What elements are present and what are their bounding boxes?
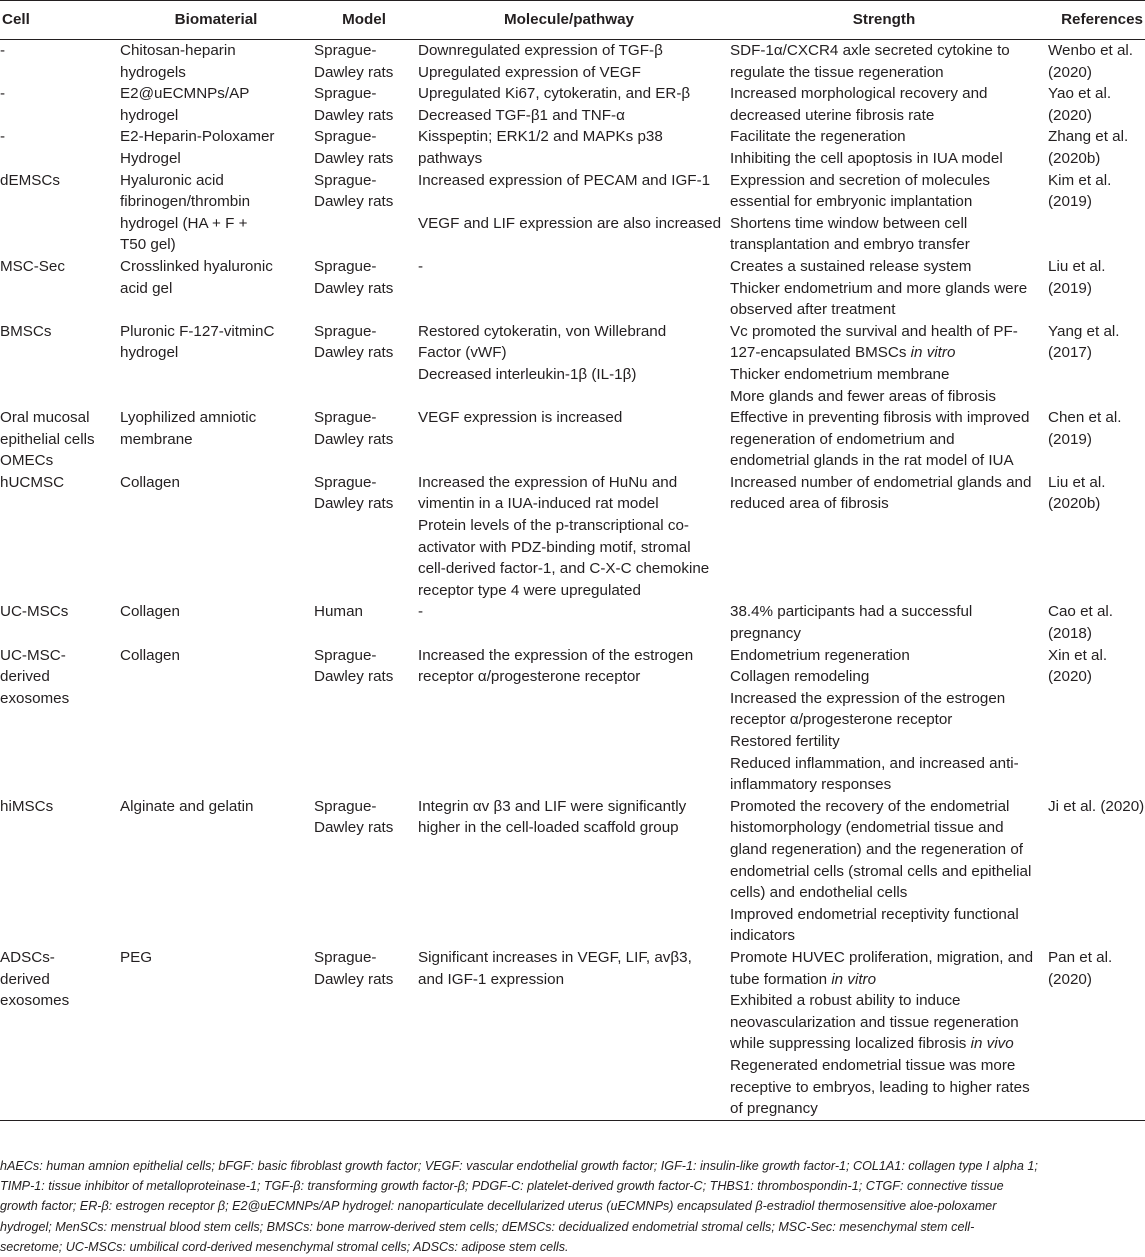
cell-line: dEMSCs — [0, 171, 60, 189]
cell-line: UC-MSCs — [0, 603, 69, 621]
cell-line: Dawley rats — [314, 430, 394, 448]
reference-value — [1044, 170, 1145, 256]
model-value — [314, 472, 414, 602]
strength-value — [724, 126, 1044, 169]
cell-line: Liu et al. — [1048, 257, 1106, 275]
molecule-value — [414, 796, 724, 947]
molecule-value — [414, 407, 724, 472]
cell-line: Cao et al. — [1048, 603, 1114, 621]
cell-line: - — [0, 85, 6, 103]
cell-value — [0, 645, 118, 796]
strength-value — [724, 170, 1044, 256]
cell-line: epithelial cells — [0, 430, 95, 448]
cell-line: membrane — [120, 430, 193, 448]
cell-line: pregnancy — [730, 625, 801, 643]
cell-line: Collagen — [120, 646, 180, 664]
cell-line: Yao et al. — [1048, 85, 1112, 103]
biomaterial-value — [118, 83, 314, 126]
footnote-line: hAECs: human amnion epithelial cells; bFGF: basic fibroblast growth factor; VEGF: vascular endothelial growth factor; IGF-1: insulin-like growth factor-1; COL1A1: collagen type I alpha 1; — [0, 1159, 1038, 1173]
cell-line: VEGF and LIF expression are also increased — [418, 214, 722, 232]
cell-line: Sprague- — [314, 646, 377, 664]
cell-line: decreased uterine fibrosis rate — [730, 106, 935, 124]
cell-line: UC-MSC- — [0, 646, 66, 664]
cell-line: hiMSCs — [0, 797, 54, 815]
cell-value — [0, 796, 118, 947]
strength-value — [724, 321, 1044, 407]
molecule-value — [414, 83, 724, 126]
cell-line: vimentin in a IUA-induced rat model — [418, 495, 659, 513]
cell-line: Sprague- — [314, 473, 377, 491]
cell-line: Exhibited a robust ability to induce — [730, 992, 961, 1010]
cell-line: Kim et al. — [1048, 171, 1112, 189]
cell-value — [0, 170, 118, 256]
cell-line: Upregulated Ki67, cytokeratin, and ER-β — [418, 85, 691, 103]
model-value — [314, 126, 414, 169]
reference-value — [1044, 40, 1145, 84]
table-row — [0, 256, 1145, 321]
cell-line: Kisspeptin; ERK1/2 and MAPKs p38 — [418, 128, 663, 146]
cell-line: - — [0, 42, 6, 59]
cell-line: tube formation in vitro — [730, 970, 877, 988]
molecule-value — [414, 947, 724, 1120]
cell-line: Increased expression of PECAM and IGF-1 — [418, 171, 711, 189]
cell-line: hydrogel — [120, 344, 179, 362]
cell-line: Restored cytokeratin, von Willebrand — [418, 322, 667, 340]
table-row — [0, 321, 1145, 407]
cell-line: Creates a sustained release system — [730, 257, 972, 275]
molecule-value — [414, 126, 724, 169]
cell-line: Sprague- — [314, 85, 377, 103]
cell-value — [0, 83, 118, 126]
reference-value — [1044, 472, 1145, 602]
cell-line: BMSCs — [0, 322, 52, 340]
cell-line: Collagen — [120, 603, 180, 621]
cell-line: Shortens time window between cell — [730, 214, 968, 232]
cell-line: Significant increases in VEGF, LIF, avβ3, — [418, 948, 692, 966]
cell-line: receptor α/progesterone receptor — [418, 668, 641, 686]
cell-line: E2-Heparin-Poloxamer — [120, 128, 275, 146]
reference-value — [1044, 601, 1145, 644]
cell-line: Wenbo et al. — [1048, 42, 1133, 59]
cell-line: regulate the tissue regeneration — [730, 63, 944, 81]
biomaterial-value — [118, 321, 314, 407]
cell-line: E2@uECMNPs/AP — [120, 85, 250, 103]
molecule-value — [414, 645, 724, 796]
strength-value — [724, 947, 1044, 1120]
cell-line: Sprague- — [314, 948, 377, 966]
cell-line: T50 gel) — [120, 236, 176, 254]
cell-line: and IGF-1 expression — [418, 970, 565, 988]
cell-value — [0, 256, 118, 321]
cell-line: Sprague- — [314, 171, 377, 189]
cell-line: Hyaluronic acid — [120, 171, 224, 189]
reference-value — [1044, 321, 1145, 407]
cell-line: Zhang et al. — [1048, 128, 1129, 146]
cell-line: Collagen remodeling — [730, 668, 870, 686]
molecule-value — [414, 40, 724, 84]
cell-line: observed after treatment — [730, 301, 896, 319]
cell-line: Regenerated endometrial tissue was more — [730, 1056, 1016, 1074]
cell-line: reduced area of fibrosis — [730, 495, 889, 513]
reference-value — [1044, 256, 1145, 321]
molecule-value — [414, 472, 724, 602]
cell-line: hydrogel — [120, 106, 179, 124]
cell-line: endometrial cells (stromal cells and epithelial — [730, 862, 1032, 880]
cell-line: receptor α/progesterone receptor — [730, 711, 953, 729]
cell-line: Alginate and gelatin — [120, 797, 254, 815]
cell-value — [0, 321, 118, 407]
cell-line: Sprague- — [314, 322, 377, 340]
cell-line: - — [0, 128, 6, 146]
model-value — [314, 407, 414, 472]
cell-line: Dawley rats — [314, 668, 394, 686]
cell-line: (2019) — [1048, 279, 1092, 297]
cell-line: - — [418, 257, 424, 275]
cell-line: Increased the expression of the estrogen — [418, 646, 694, 664]
cell-line: SDF-1α/CXCR4 axle secreted cytokine to — [730, 42, 1010, 59]
cell-line: regeneration of endometrium and — [730, 430, 955, 448]
footnote-line: TIMP-1: tissue inhibitor of metalloproteinase-1; TGF-β: transforming growth factor-β; PDGF-C: platelet-derived growth factor-C; THBS1: thrombospondin-1; CTGF: connective tissue — [0, 1179, 1004, 1194]
cell-line: Increased number of endometrial glands and — [730, 473, 1032, 491]
cell-line: endometrial glands in the rat model of IUA — [730, 452, 1014, 470]
cell-line: Dawley rats — [314, 344, 394, 362]
model-value — [314, 40, 414, 84]
cell-line: PEG — [120, 948, 153, 966]
cell-line: Lyophilized amniotic — [120, 409, 257, 427]
cell-line: (2019) — [1048, 430, 1092, 448]
cell-line: Integrin αv β3 and LIF were significantly — [418, 797, 687, 815]
cell-line: Expression and secretion of molecules — [730, 171, 991, 189]
cell-line: OMECs — [0, 452, 54, 470]
reference-value — [1044, 126, 1145, 169]
cell-value — [0, 472, 118, 602]
biomaterial-value — [118, 645, 314, 796]
cell-line — [418, 191, 720, 213]
cell-line: Increased the expression of HuNu and — [418, 473, 678, 491]
cell-line: Yang et al. — [1048, 322, 1120, 340]
strength-value — [724, 645, 1044, 796]
cell-line: Protein levels of the p-transcriptional co- — [418, 517, 689, 535]
cell-value — [0, 40, 118, 84]
cell-line: Chitosan-heparin — [120, 42, 236, 59]
model-value — [314, 170, 414, 256]
biomaterial-value — [118, 796, 314, 947]
model-value — [314, 256, 414, 321]
cell-line: Oral mucosal — [0, 409, 90, 427]
biomaterial-value — [118, 40, 314, 84]
header-strength: Strength — [724, 1, 1044, 40]
cell-line: 38.4% participants had a successful — [730, 603, 973, 621]
cell-line: Dawley rats — [314, 193, 394, 211]
molecule-value — [414, 601, 724, 644]
cell-line: neovascularization and tissue regeneration — [730, 1013, 1019, 1031]
strength-value — [724, 796, 1044, 947]
cell-line: Restored fertility — [730, 733, 840, 750]
table-body — [0, 40, 1145, 1121]
header-biomaterial: Biomaterial — [118, 1, 314, 40]
cell-line: fibrinogen/thrombin — [120, 193, 251, 211]
strength-value — [724, 40, 1044, 84]
cell-line: Upregulated expression of VEGF — [418, 63, 641, 81]
molecule-value — [414, 256, 724, 321]
cell-line: gland regeneration) and the regeneration of — [730, 840, 1023, 858]
cell-line: Xin et al. — [1048, 646, 1108, 664]
cell-line: (2020b) — [1048, 495, 1101, 513]
cell-line: Sprague- — [314, 257, 377, 275]
cell-line: hydrogel (HA + F + — [120, 214, 248, 232]
model-value — [314, 645, 414, 796]
footnote-line: secretome; UC-MSCs: umbilical cord-derived mesenchymal stromal cells; ADSCs: adipose stem cells. — [0, 1239, 569, 1254]
cell-line: Sprague- — [314, 128, 377, 146]
cell-line: Sprague- — [314, 409, 377, 427]
cell-line: Increased morphological recovery and — [730, 85, 988, 103]
model-value — [314, 601, 414, 644]
cell-line: (2020) — [1048, 63, 1092, 81]
table-header-row — [0, 1, 1145, 40]
cell-line: Crosslinked hyaluronic — [120, 257, 273, 275]
cell-line: Pluronic F-127-vitminC — [120, 322, 275, 340]
cell-line: MSC-Sec — [0, 257, 65, 275]
cell-line: Dawley rats — [314, 106, 394, 124]
cell-line: Dawley rats — [314, 970, 394, 988]
cell-value — [0, 126, 118, 169]
cell-line: (2020) — [1048, 970, 1092, 988]
cell-line: derived — [0, 970, 50, 988]
model-value — [314, 947, 414, 1120]
table-row — [0, 947, 1145, 1120]
cell-line: (2020b) — [1048, 149, 1101, 167]
cell-line: Ji et al. (2020) — [1048, 797, 1145, 815]
cell-line: inflammatory responses — [730, 776, 892, 794]
cell-line: (2017) — [1048, 344, 1092, 362]
footnote-line: hydrogel; MenSCs: menstrual blood stem cells; BMSCs: bone marrow-derived stem cells; dEMSCs: decidualized endometrial stromal cells; MSC-Sec: mesenchymal stem cell- — [0, 1219, 975, 1234]
cell-line: Collagen — [120, 473, 180, 491]
cell-line: exosomes — [0, 689, 70, 707]
cell-line: (2018) — [1048, 625, 1092, 643]
cell-line: Promoted the recovery of the endometrial — [730, 797, 1010, 815]
cell-line: Reduced inflammation, and increased anti- — [730, 754, 1019, 772]
table-row — [0, 601, 1145, 644]
biomaterial-value — [118, 170, 314, 256]
cell-line: ADSCs- — [0, 948, 55, 966]
cell-line: Dawley rats — [314, 149, 394, 167]
cell-line: Dawley rats — [314, 495, 394, 513]
cell-line: cell-derived factor-1, and C-X-C chemokine — [418, 560, 710, 578]
cell-line: hUCMSC — [0, 473, 65, 491]
reference-value — [1044, 407, 1145, 472]
cell-line: Dawley rats — [314, 819, 394, 837]
cell-line: (2019) — [1048, 193, 1092, 211]
footnote-line: growth factor; ER-β: estrogen receptor β; E2@uECMNPs/AP hydrogel: nanoparticulate decellularized uterus (uECMNPs) encapsulated β-estradiol thermosensitive aloe-poloxamer — [0, 1199, 997, 1214]
strength-value — [724, 83, 1044, 126]
cell-line: Decreased TGF-β1 and TNF-α — [418, 106, 625, 124]
cell-line: cells) and endothelial cells — [730, 884, 908, 902]
cell-line: Sprague- — [314, 42, 377, 59]
cell-line: (2020) — [1048, 668, 1092, 686]
cell-line: Inhibiting the cell apoptosis in IUA model — [730, 149, 1003, 167]
cell-line: transplantation and embryo transfer — [730, 236, 970, 254]
cell-line: Pan et al. — [1048, 948, 1113, 966]
reference-value — [1044, 947, 1145, 1120]
model-value — [314, 796, 414, 947]
cell-line: receptive to embryos, leading to higher rates — [730, 1078, 1030, 1096]
cell-line: Thicker endometrium membrane — [730, 365, 950, 383]
model-value — [314, 321, 414, 407]
strength-value — [724, 256, 1044, 321]
cell-line: Promote HUVEC proliferation, migration, and — [730, 948, 1034, 966]
cell-line: Effective in preventing fibrosis with improved — [730, 409, 1030, 427]
reference-value — [1044, 796, 1145, 947]
cell-line: higher in the cell-loaded scaffold group — [418, 819, 679, 837]
cell-line: More glands and fewer areas of fibrosis — [730, 387, 996, 405]
table-row — [0, 796, 1145, 947]
molecule-value — [414, 170, 724, 256]
cell-line: Human — [314, 603, 363, 621]
biomaterial-value — [118, 256, 314, 321]
cell-line: essential for embryonic implantation — [730, 193, 973, 211]
cell-line: Vc promoted the survival and health of PF- — [730, 322, 1018, 340]
biomaterial-value — [118, 947, 314, 1120]
cell-line: Facilitate the regeneration — [730, 128, 906, 146]
header-cell: Cell — [0, 1, 118, 40]
biomaterial-value — [118, 126, 314, 169]
cell-line: of pregnancy — [730, 1100, 818, 1118]
cell-line: (2020) — [1048, 106, 1092, 124]
cell-line: Increased the expression of the estrogen — [730, 689, 1006, 707]
table-row — [0, 40, 1145, 84]
cell-line: Liu et al. — [1048, 473, 1106, 491]
biomaterial-value — [118, 472, 314, 602]
cell-line: Improved endometrial receptivity functional — [730, 905, 1019, 923]
table-footnote — [0, 1156, 1140, 1257]
cell-line: exosomes — [0, 992, 70, 1010]
table-row — [0, 407, 1145, 472]
strength-value — [724, 472, 1044, 602]
cell-line: pathways — [418, 149, 483, 167]
cell-line: hydrogels — [120, 63, 186, 81]
cell-line: - — [418, 603, 424, 621]
cell-value — [0, 601, 118, 644]
cell-line: indicators — [730, 927, 795, 945]
cell-line: histomorphology (endometrial tissue and — [730, 819, 1004, 837]
table-row — [0, 126, 1145, 169]
molecule-value — [414, 321, 724, 407]
strength-value — [724, 601, 1044, 644]
cell-line: Decreased interleukin-1β (IL-1β) — [418, 365, 637, 383]
cell-line: while suppressing localized fibrosis in vivo — [730, 1035, 1014, 1053]
cell-line: 127-encapsulated BMSCs in vitro — [730, 344, 956, 362]
cell-line: activator with PDZ-binding motif, stromal — [418, 538, 691, 556]
biomaterial-value — [118, 407, 314, 472]
reference-value — [1044, 83, 1145, 126]
header-molecule-pathway: Molecule/pathway — [414, 1, 724, 40]
cell-line: Thicker endometrium and more glands were — [730, 279, 1028, 297]
cell-value — [0, 947, 118, 1120]
cell-line: Hydrogel — [120, 149, 181, 167]
cell-line: Dawley rats — [314, 279, 394, 297]
cell-line: derived — [0, 668, 50, 686]
model-value — [314, 83, 414, 126]
cell-line: Factor (vWF) — [418, 344, 507, 362]
reference-value — [1044, 645, 1145, 796]
cell-value — [0, 407, 118, 472]
strength-value — [724, 407, 1044, 472]
table-row — [0, 472, 1145, 602]
cell-line: Downregulated expression of TGF-β — [418, 42, 663, 59]
cell-line: Dawley rats — [314, 63, 394, 81]
header-model: Model — [314, 1, 414, 40]
header-references: References — [1044, 1, 1145, 40]
table-row — [0, 83, 1145, 126]
table-row — [0, 170, 1145, 256]
cell-line: Endometrium regeneration — [730, 646, 910, 664]
cell-line: Sprague- — [314, 797, 377, 815]
biomaterial-value — [118, 601, 314, 644]
cell-line: acid gel — [120, 279, 173, 297]
cell-line: receptor type 4 were upregulated — [418, 581, 641, 599]
table-row — [0, 645, 1145, 796]
cell-line: Chen et al. — [1048, 409, 1122, 427]
cell-line: VEGF expression is increased — [418, 409, 623, 427]
